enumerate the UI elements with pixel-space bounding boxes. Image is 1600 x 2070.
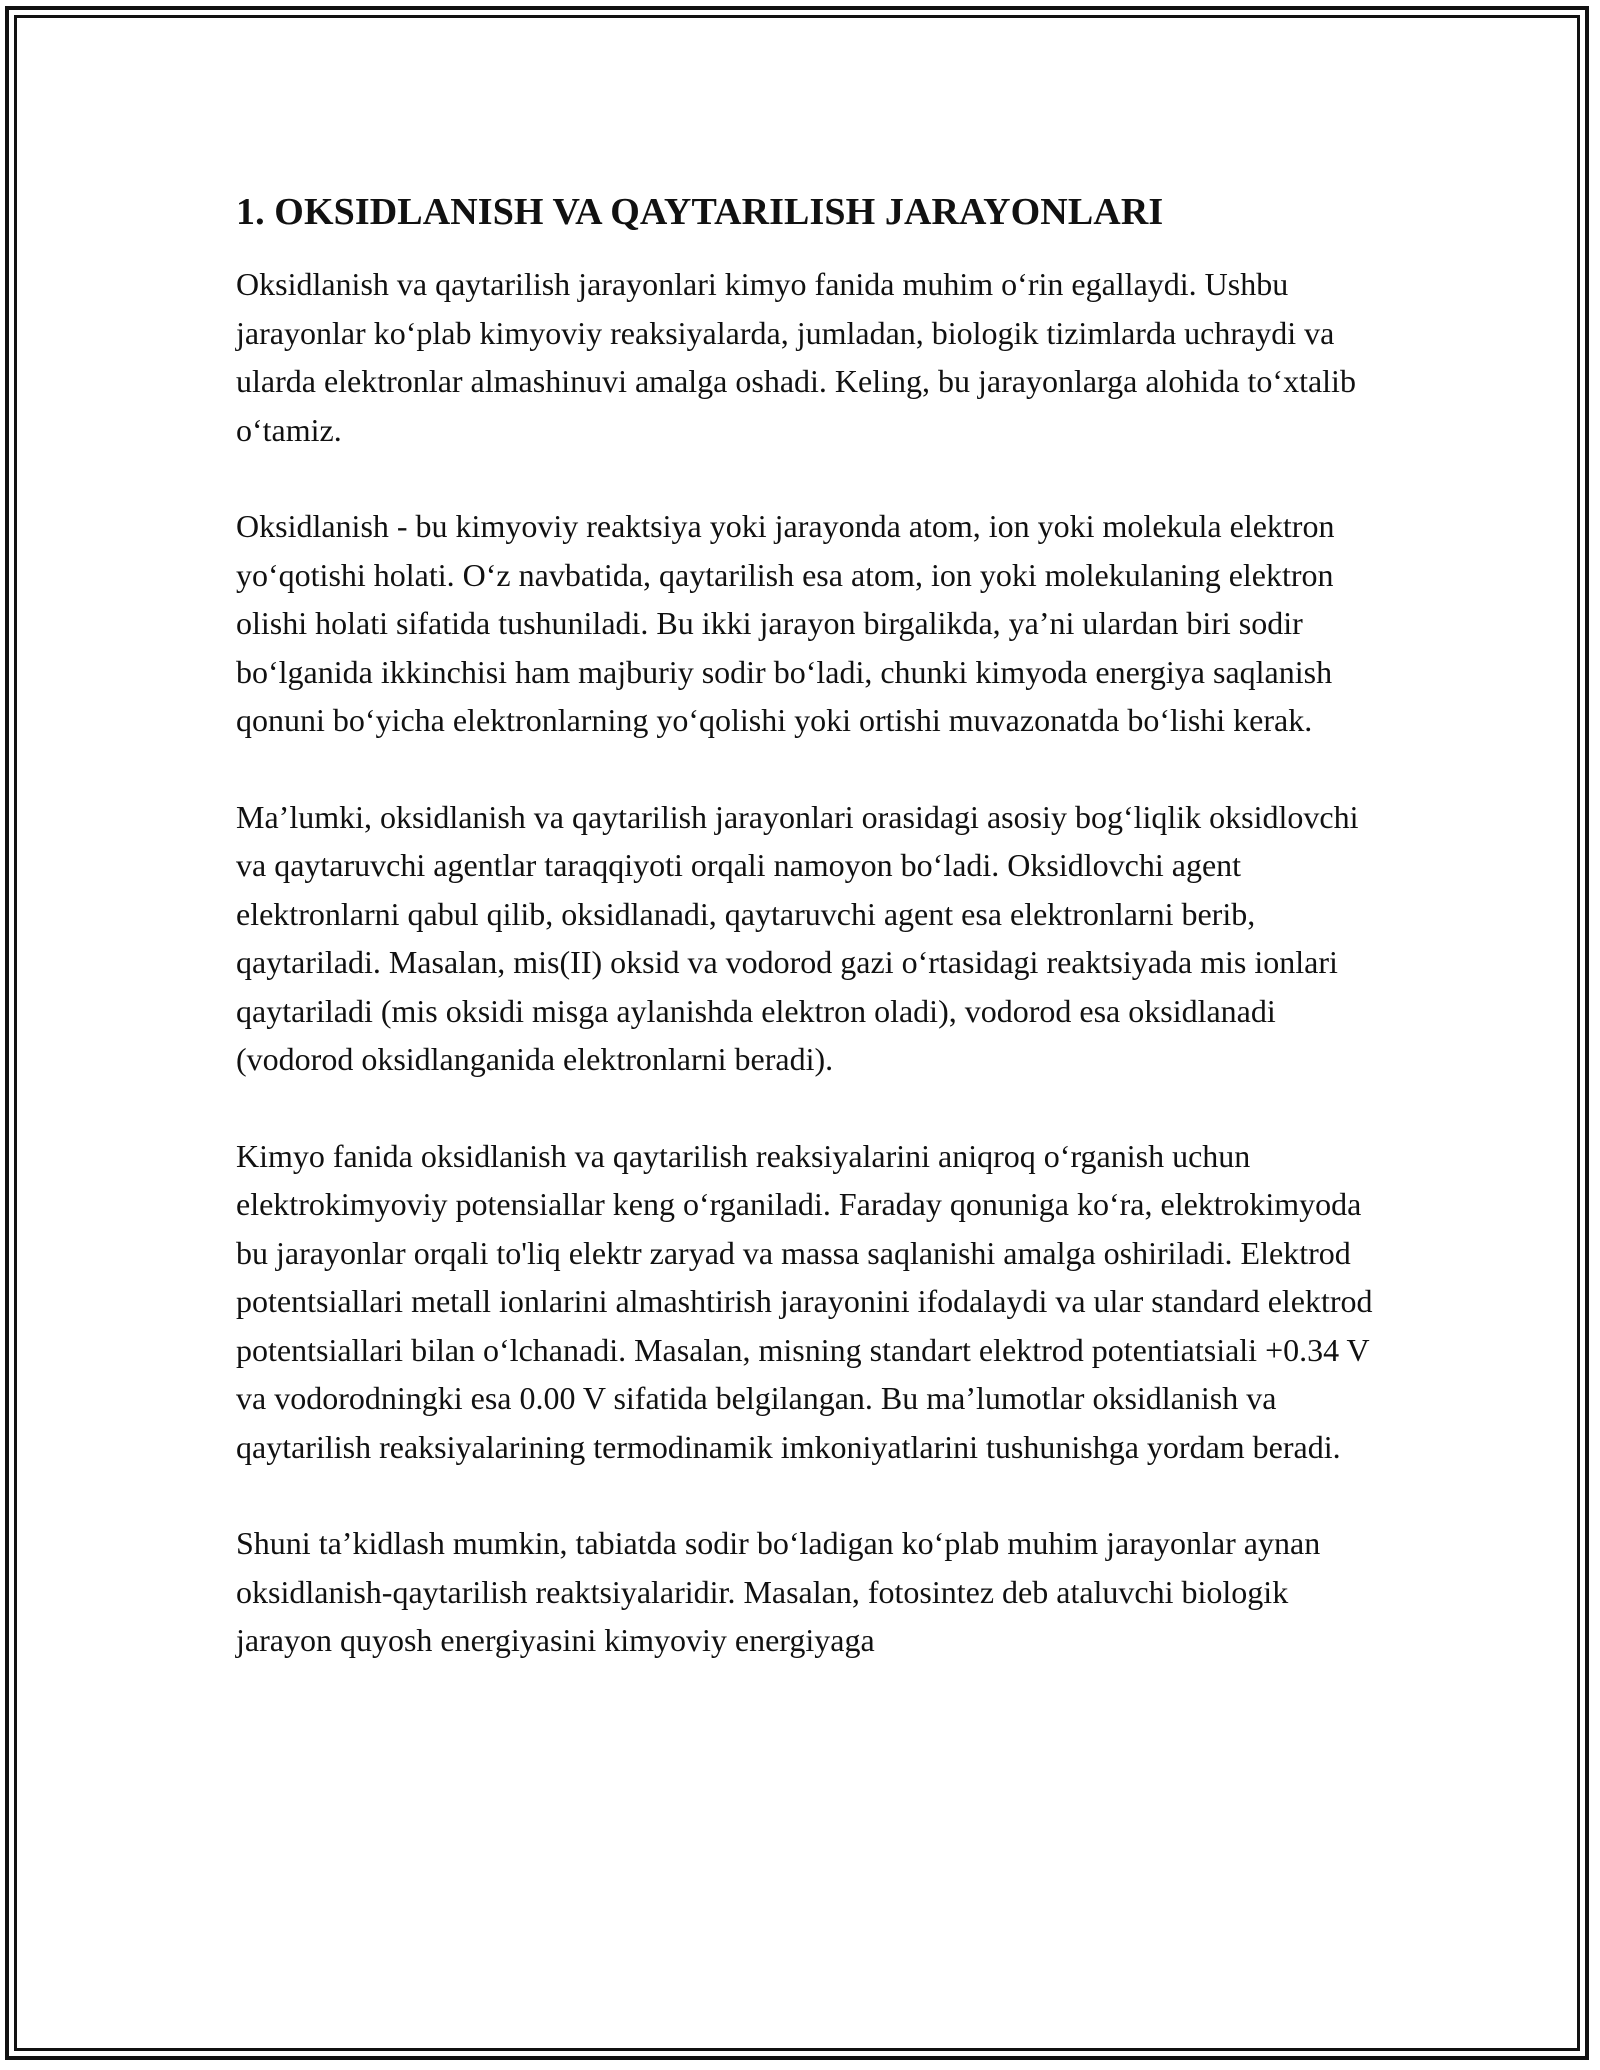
paragraph-nature: Shuni ta’kidlash mumkin, tabiatda sodir bo‘ladigan ko‘plab muhim jarayonlar aynan oksidlanish-qaytarilish reaktsiyalaridir. Masalan, fotosintez deb ataluvchi biologik jarayon quyosh energiyasini kimyoviy energiyaga — [236, 1525, 1321, 1658]
paragraph-intro: Oksidlanish va qaytarilish jarayonlari kimyo fanida muhim o‘rin egallaydi. Ushbu jarayonlar ko‘plab kimyoviy reaksiyalarda, jumladan, biologik tizimlarda uchraydi va ularda elektronlar almashinuvi amalga oshadi. Keling, bu jarayonlarga alohida to‘xtalib o‘tamiz. — [236, 266, 1356, 448]
paragraph-agents: Ma’lumki, oksidlanish va qaytarilish jarayonlari orasidagi asosiy bog‘liqlik oksidlovchi va qaytaruvchi agentlar taraqqiyoti orqali namoyon bo‘ladi. Oksidlovchi agent elektronlarni qabul qilib, oksidlanadi, qaytaruvchi agent esa elektronlarni berib, qaytariladi. Masalan, mis(II) oksid va vodorod gazi o‘rtasidagi reaktsiyada mis ionlari qaytariladi (mis oksidi misga aylanishda elektron oladi), vodorod esa oksidlanadi (vodorod oksidlanganida elektronlarni beradi). — [236, 798, 1359, 1077]
section-heading: 1. OKSIDLANISH VA QAYTARILISH JARAYONLARI — [236, 191, 1164, 233]
document-body — [236, 186, 1386, 1713]
paragraph-oxidation-definition: Oksidlanish - bu kimyoviy reaktsiya yoki jarayonda atom, ion yoki molekula elektron yo‘qotishi holati. O‘z navbatida, qaytarilish esa atom, ion yoki molekulaning elektron olishi holati sifatida tushuniladi. Bu ikki jarayon birgalikda, ya’ni ulardan biri sodir bo‘lganida ikkinchisi ham majburiy sodir bo‘ladi, chunki kimyoda energiya saqlanish qonuni bo‘yicha elektronlarning yo‘qolishi yoki ortishi muvazonatda bo‘lishi kerak. — [236, 508, 1335, 738]
paragraph-electrochemistry: Kimyo fanida oksidlanish va qaytarilish reaksiyalarini aniqroq o‘rganish uchun elektrokimyoviy potensiallar keng o‘rganiladi. Faraday qonuniga ko‘ra, elektrokimyoda bu jarayonlar orqali to'liq elektr zaryad va massa saqlanishi amalga oshiriladi. Elektrod potentsiallari metall ionlarini almashtirish jarayonini ifodalaydi va ular standard elektrod potentsiallari bilan o‘lchanadi. Masalan, misning standart elektrod potentiatsiali +0.34 V va vodorodningki esa 0.00 V sifatida belgilangan. Bu ma’lumotlar oksidlanish va qaytarilish reaksiyalarining termodinamik imkoniyatlarini tushunishga yordam beradi. — [236, 1137, 1373, 1465]
